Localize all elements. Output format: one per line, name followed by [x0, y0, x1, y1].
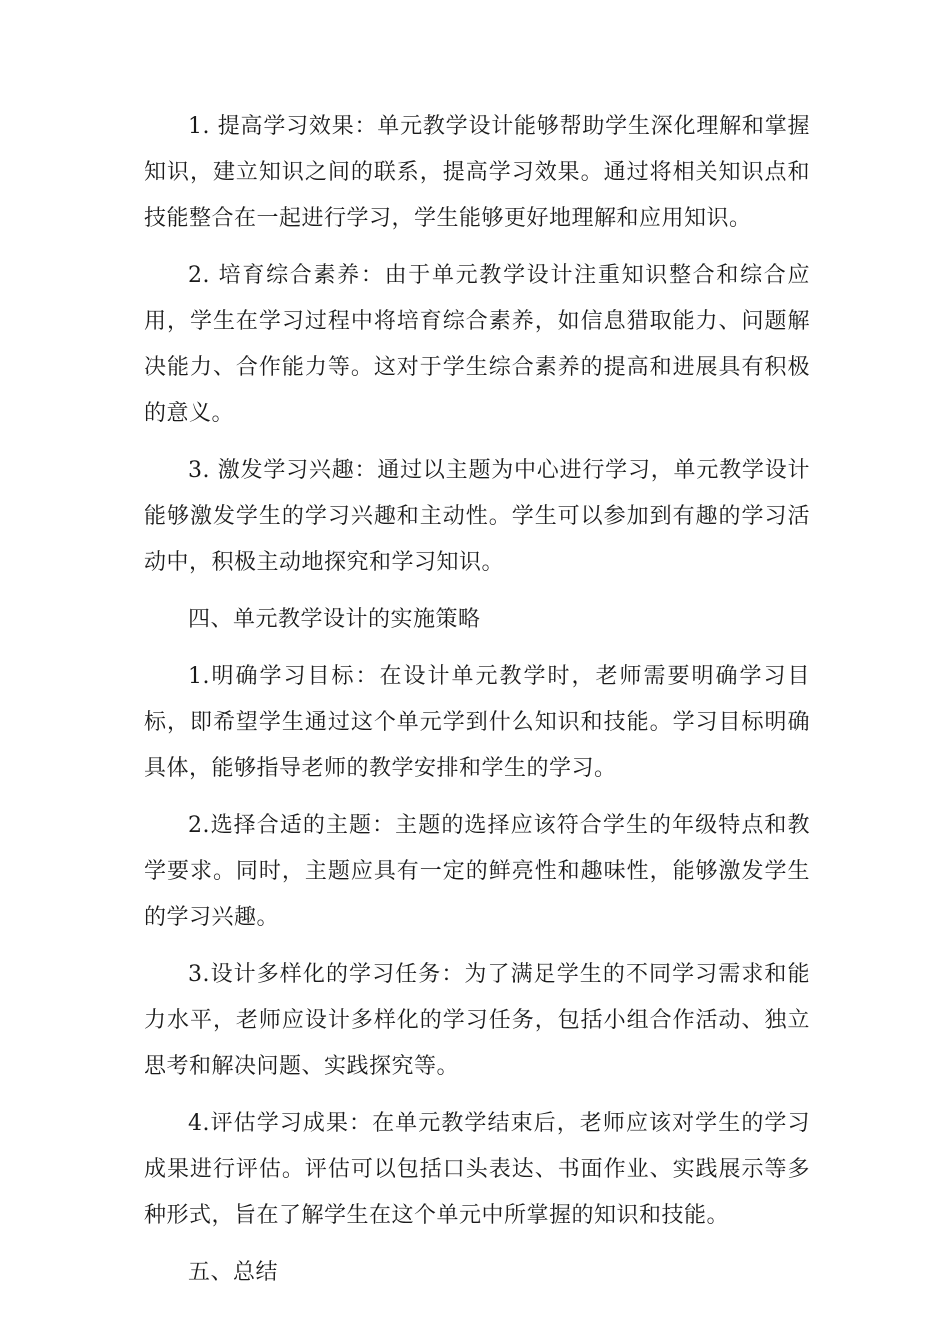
- paragraph-diverse-tasks: 3.设计多样化的学习任务：为了满足学生的不同学习需求和能力水平，老师应设计多样化的学习任务，包括小组合作活动、独立思考和解决问题、实践探究等。: [144, 962, 810, 1079]
- paragraph-learning-goals: 1.明确学习目标：在设计单元教学时，老师需要明确学习目标，即希望学生通过这个单元学到什么知识和技能。学习目标明确具体，能够指导老师的教学安排和学生的学习。: [144, 664, 810, 781]
- paragraph-choose-theme: 2.选择合适的主题：主题的选择应该符合学生的年级特点和教学要求。同时，主题应具有一定的鲜亮性和趣味性，能够激发学生的学习兴趣。: [144, 813, 810, 930]
- paragraph-stimulate-interest: 3. 激发学习兴趣：通过以主题为中心进行学习，单元教学设计能够激发学生的学习兴趣和主动性。学生可以参加到有趣的学习活动中，积极主动地探究和学习知识。: [144, 458, 810, 575]
- document-body: [144, 104, 810, 1307]
- section-heading-summary: 五、总结: [188, 1260, 279, 1285]
- paragraph-cultivate-literacy: 2. 培育综合素养：由于单元教学设计注重知识整合和综合应用，学生在学习过程中将培育综合素养，如信息猎取能力、问题解决能力、合作能力等。这对于学生综合素养的提高和进展具有积极的意义。: [144, 263, 810, 426]
- paragraph-improve-learning: 1. 提高学习效果：单元教学设计能够帮助学生深化理解和掌握知识，建立知识之间的联系，提高学习效果。通过将相关知识点和技能整合在一起进行学习，学生能够更好地理解和应用知识。: [144, 114, 810, 231]
- paragraph-evaluate-results: 4.评估学习成果：在单元教学结束后，老师应该对学生的学习成果进行评估。评估可以包括口头表达、书面作业、实践展示等多种形式，旨在了解学生在这个单元中所掌握的知识和技能。: [144, 1111, 810, 1228]
- section-heading-strategies: 四、单元教学设计的实施策略: [188, 607, 481, 632]
